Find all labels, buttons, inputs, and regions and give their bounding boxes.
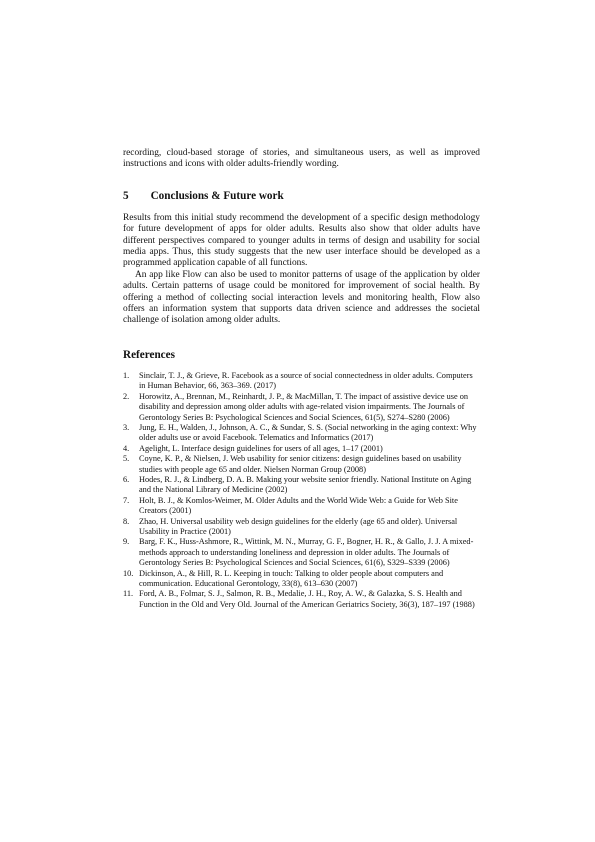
reference-text: Jung, E. H., Walden, J., Johnson, A. C., & Sundar, S. S. (Social networking in the aging context: Why older adults use or avoid Facebook. Telematics and Informatics (2017) <box>139 422 477 443</box>
reference-text: Barg, F. K., Huss-Ashmore, R., Wittink, M. N., Murray, G. F., Bogner, H. R., & Gallo, J. J. A mixed-methods approach to understanding loneliness and depression in older adults. The Journals of Gerontology Series B: Psychological Sciences and Social Sciences, 61(6), S329–S339 (2006) <box>139 537 474 568</box>
reference-list <box>123 371 480 610</box>
reference-text: Hodes, R. J., & Lindberg, D. A. B. Making your website senior friendly. National Institute on Aging and the National Library of Medicine (2002) <box>139 474 472 495</box>
reference-number: 3. <box>123 422 130 432</box>
reference-item <box>123 392 480 423</box>
page-content <box>123 148 480 610</box>
reference-number: 5. <box>123 454 130 464</box>
reference-number: 1. <box>123 370 130 380</box>
reference-number: 10. <box>123 568 134 578</box>
reference-item <box>123 475 480 496</box>
reference-item <box>123 444 480 454</box>
reference-item <box>123 569 480 590</box>
intro-paragraph: recording, cloud-based storage of stories, and simultaneous users, as well as improved instructions and icons with older adults-friendly wording. <box>123 148 480 170</box>
reference-text: Holt, B. J., & Komlos-Weimer, M. Older Adults and the World Wide Web: a Guide for Web Site Creators (2001) <box>139 495 458 516</box>
reference-text: Sinclair, T. J., & Grieve, R. Facebook as a source of social connectedness in older adults. Computers in Human Behavior, 66, 363–369. (2017) <box>139 370 473 391</box>
reference-text: Coyne, K. P., & Nielsen, J. Web usability for senior citizens: design guidelines based on usability studies with people age 65 and older. Nielsen Norman Group (2008) <box>139 454 462 474</box>
reference-text: Dickinson, A., & Hill, R. L. Keeping in touch: Talking to older people about computers and communication. Educational Gerontology, 33(8), 613–630 (2007) <box>139 568 444 588</box>
section-number: 5 <box>123 189 129 202</box>
reference-text: Zhao, H. Universal usability web design guidelines for the elderly (age 65 and older). Universal Usability in Practice (2001) <box>139 516 458 536</box>
conclusion-paragraph-2: An app like Flow can also be used to monitor patterns of usage of the application by older adults. Certain patterns of usage could be monitored for improvement of social health. By offering a method of collecting social interaction levels and monitoring health, Flow also offers an information system that supports data driven science and addresses the societal challenge of isolation among older adults. <box>123 269 480 326</box>
reference-number: 8. <box>123 516 130 526</box>
reference-item <box>123 537 480 568</box>
reference-number: 11. <box>123 589 134 599</box>
reference-number: 9. <box>123 537 130 547</box>
reference-number: 2. <box>123 391 130 401</box>
reference-number: 7. <box>123 495 130 505</box>
reference-number: 6. <box>123 474 130 484</box>
references-heading: References <box>123 348 175 361</box>
reference-item <box>123 371 480 392</box>
reference-text: Ford, A. B., Folmar, S. J., Salmon, R. B., Medalie, J. H., Roy, A. W., & Galazka, S. S. Health and Function in the Old and Very Old. Journal of the American Geriatrics Society, 36(3), 187–197 (1988) <box>139 589 475 609</box>
reference-text: Horowitz, A., Brennan, M., Reinhardt, J. P., & MacMillan, T. The impact of assistive device use on disability and depression among older adults with age-related vision impairments. The Journals of Gerontology Series B: Psychological Sciences and Social Sciences, 61(5), S274–S280 (2006) <box>139 391 469 422</box>
reference-text: Agelight, L. Interface design guidelines for users of all ages, 1–17 (2001) <box>139 443 383 453</box>
reference-item <box>123 496 480 517</box>
section-heading <box>123 190 480 202</box>
reference-item <box>123 589 480 610</box>
reference-item <box>123 423 480 444</box>
reference-number: 4. <box>123 443 130 453</box>
section-title: Conclusions & Future work <box>150 189 284 202</box>
conclusion-paragraph-1: Results from this initial study recommend the development of a specific design methodology for future development of apps for older adults. Results also show that older adults have different perspectives compared to younger adults in terms of design and usability for social media apps. Thus, this study suggests that the new user interface should be developed as a programmed application capable of all functions. <box>123 212 480 269</box>
reference-item <box>123 517 480 538</box>
reference-item <box>123 454 480 475</box>
